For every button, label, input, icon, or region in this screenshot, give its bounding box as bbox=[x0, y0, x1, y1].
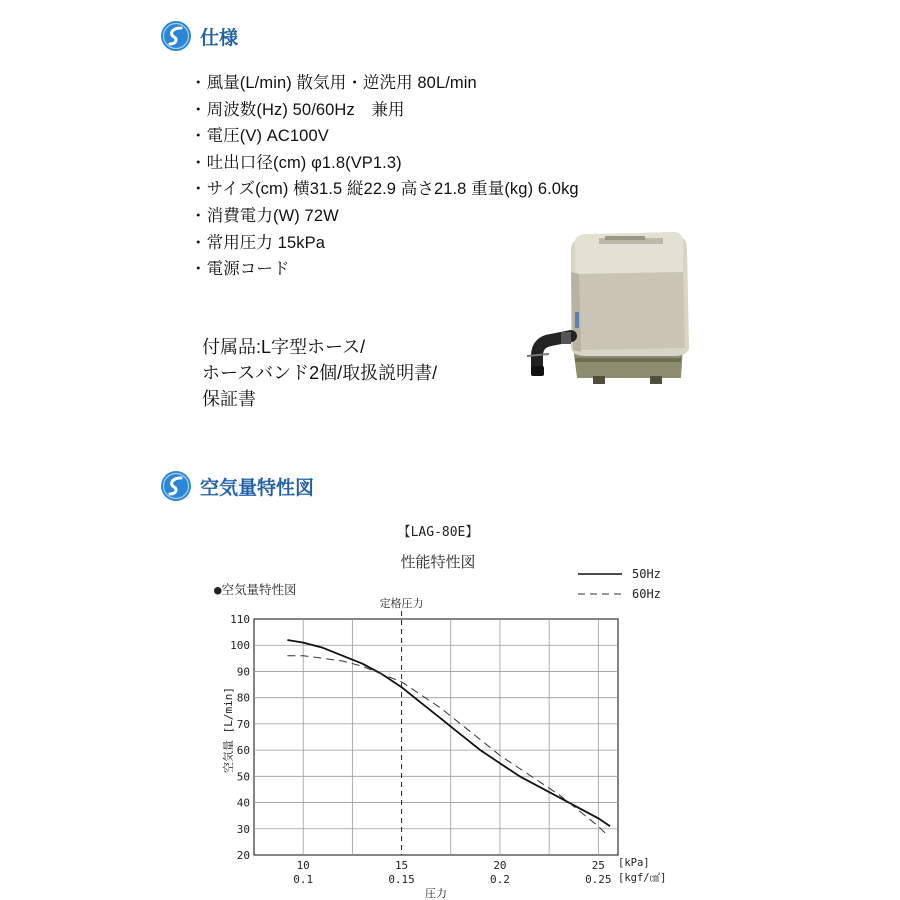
chart-model: 【LAG-80E】 bbox=[397, 525, 479, 540]
y-tick-label: 110 bbox=[230, 613, 250, 626]
spec-item: ・電源コード bbox=[190, 260, 290, 279]
y-axis-label: 空気量 [L/min] bbox=[222, 687, 235, 773]
chart-section-heading bbox=[160, 470, 314, 502]
y-tick-label: 70 bbox=[236, 717, 250, 731]
swirl-icon bbox=[160, 20, 192, 52]
x-tick-label-kgf: 0.1 bbox=[293, 873, 314, 886]
accessories-line: ホースバンド2個/取扱説明書/ bbox=[202, 363, 438, 383]
spec-item: ・周波数(Hz) 50/60Hz 兼用 bbox=[190, 100, 405, 119]
spec-item: ・常用圧力 15kPa bbox=[190, 233, 325, 252]
swirl-icon bbox=[160, 470, 192, 502]
x-tick-label: 10 bbox=[296, 859, 310, 872]
x-tick-label: 25 bbox=[591, 859, 605, 872]
y-tick-label: 30 bbox=[236, 822, 250, 836]
spec-item: ・消費電力(W) 72W bbox=[190, 206, 339, 225]
y-tick-label: 20 bbox=[236, 849, 250, 862]
x-tick-label-kgf: 0.15 bbox=[388, 873, 415, 886]
y-tick-label: 60 bbox=[236, 744, 250, 758]
accessories-line: 付属品:L字型ホース/ bbox=[202, 337, 366, 357]
accessories-text bbox=[202, 334, 437, 412]
legend-label-50hz: 50Hz bbox=[632, 567, 661, 581]
x-unit-kpa: [kPa] bbox=[618, 857, 650, 869]
series-line-50hz bbox=[287, 640, 610, 826]
y-tick-label: 90 bbox=[236, 665, 250, 679]
spec-item: ・吐出口径(cm) φ1.8(VP1.3) bbox=[190, 153, 402, 172]
chart-title: 性能特性図 bbox=[400, 553, 476, 571]
y-tick-label: 80 bbox=[236, 691, 250, 705]
y-tick-label: 50 bbox=[236, 770, 250, 784]
plot-frame bbox=[254, 619, 618, 855]
spec-item: ・サイズ(cm) 横31.5 縦22.9 高さ21.8 重量(kg) 6.0kg bbox=[190, 180, 579, 199]
series-line-60hz bbox=[287, 656, 606, 834]
x-tick-label-kgf: 0.2 bbox=[490, 873, 510, 886]
x-tick-label: 20 bbox=[493, 859, 507, 872]
x-tick-label-kgf: 0.25 bbox=[585, 873, 612, 886]
y-tick-label: 100 bbox=[230, 639, 250, 653]
rated-pressure-label: 定格圧力 bbox=[379, 597, 424, 610]
performance-chart bbox=[0, 505, 900, 900]
x-axis-label: 圧力 bbox=[425, 887, 447, 900]
y-tick-label: 40 bbox=[236, 796, 250, 810]
spec-section-heading bbox=[160, 20, 238, 52]
chart-section-title: 空気量特性図 bbox=[200, 476, 315, 499]
legend-label-60hz: 60Hz bbox=[632, 587, 661, 601]
spec-item: ・風量(L/min) 散気用・逆洗用 80L/min bbox=[190, 74, 477, 92]
air-pump-image bbox=[515, 228, 700, 388]
x-tick-label: 15 bbox=[394, 859, 409, 872]
accessories-line: 保証書 bbox=[202, 389, 256, 409]
spec-item: ・電圧(V) AC100V bbox=[190, 127, 329, 146]
chart-legend bbox=[578, 567, 661, 601]
spec-title: 仕様 bbox=[200, 26, 239, 49]
x-unit-kgf: [kgf/㎠] bbox=[618, 872, 667, 884]
chart-subtitle: ●空気量特性図 bbox=[214, 582, 297, 597]
